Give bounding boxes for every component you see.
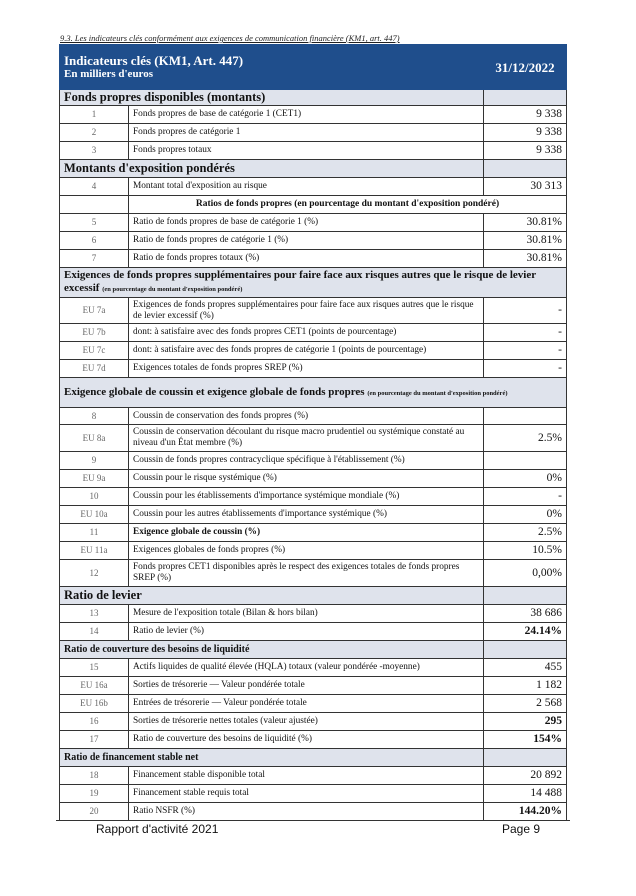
row-label: Exigences totales de fonds propres SREP (%)	[129, 360, 484, 378]
row-value: 455	[484, 659, 567, 677]
row-number: EU 7a	[60, 298, 129, 324]
row-label: Coussin de fonds propres contracyclique spécifique à l'établissement (%)	[129, 452, 484, 470]
row-value: 9 338	[484, 106, 567, 124]
row-label: Fonds propres de catégorie 1	[129, 124, 484, 142]
row-number: EU 16b	[60, 695, 129, 713]
row-label: Actifs liquides de qualité élevée (HQLA) totaux (valeur pondérée -moyenne)	[129, 659, 484, 677]
row-value: 295	[484, 713, 567, 731]
row-number: EU 9a	[60, 470, 129, 488]
section-row	[60, 587, 567, 605]
row-label: Coussin pour le risque systémique (%)	[129, 470, 484, 488]
section-title: Ratio de levier	[60, 587, 484, 605]
section-row	[60, 378, 567, 408]
row-label: Ratio de fonds propres de base de catégorie 1 (%)	[129, 214, 484, 232]
table-row	[60, 232, 567, 250]
row-number: 12	[60, 560, 129, 587]
row-label: Fonds propres de base de catégorie 1 (CET1)	[129, 106, 484, 124]
row-value: -	[484, 324, 567, 342]
section-row	[60, 90, 567, 106]
row-value: 0%	[484, 506, 567, 524]
table-row	[60, 178, 567, 196]
row-number: EU 16a	[60, 677, 129, 695]
row-label: Entrées de trésorerie — Valeur pondérée totale	[129, 695, 484, 713]
row-value: 2.5%	[484, 524, 567, 542]
row-value: 14 488	[484, 785, 567, 803]
row-value: 2.5%	[484, 425, 567, 452]
row-number: 19	[60, 785, 129, 803]
table-row	[60, 803, 567, 821]
table-row	[60, 124, 567, 142]
row-number: 20	[60, 803, 129, 821]
row-label: Sorties de trésorerie nettes totales (valeur ajustée)	[129, 713, 484, 731]
row-label: Ratio de fonds propres de catégorie 1 (%)	[129, 232, 484, 250]
row-value: 9 338	[484, 142, 567, 160]
section-row	[60, 268, 567, 298]
table-row	[60, 605, 567, 623]
row-value: -	[484, 298, 567, 324]
row-value: -	[484, 488, 567, 506]
row-number: EU 11a	[60, 542, 129, 560]
table-row	[60, 677, 567, 695]
row-label: Mesure de l'exposition totale (Bilan & hors bilan)	[129, 605, 484, 623]
row-label: Ratio NSFR (%)	[129, 803, 484, 821]
row-number: EU 10a	[60, 506, 129, 524]
table-subtitle: En milliers d'euros	[64, 68, 154, 80]
row-label: Financement stable requis total	[129, 785, 484, 803]
row-number: 13	[60, 605, 129, 623]
section-title: Montants d'exposition pondérés	[60, 160, 484, 178]
table-row	[60, 360, 567, 378]
row-value: -	[484, 360, 567, 378]
row-value: 20 892	[484, 767, 567, 785]
table-row	[60, 542, 567, 560]
section-title: Ratio de couverture des besoins de liquidité	[60, 641, 484, 659]
section-row	[60, 749, 567, 767]
table-row	[60, 452, 567, 470]
row-number: 3	[60, 142, 129, 160]
table-row	[60, 214, 567, 232]
row-value: 10.5%	[484, 542, 567, 560]
footer-report-title: Rapport d'activité 2021	[96, 822, 219, 836]
row-number: 5	[60, 214, 129, 232]
table-row	[60, 506, 567, 524]
row-label: Sorties de trésorerie — Valeur pondérée totale	[129, 677, 484, 695]
row-label: Fonds propres CET1 disponibles après le respect des exigences totales de fonds propres SREP (%)	[129, 560, 484, 587]
row-value: 0%	[484, 470, 567, 488]
section-row	[60, 641, 567, 659]
table-row	[60, 425, 567, 452]
row-value: 1 182	[484, 677, 567, 695]
row-label: Coussin pour les autres établissements d'importance systémique (%)	[129, 506, 484, 524]
row-label: Financement stable disponible total	[129, 767, 484, 785]
footer-divider	[56, 820, 570, 821]
table-title: Indicateurs clés (KM1, Art. 447)	[64, 53, 244, 68]
row-label: Coussin de conservation découlant du risque macro prudentiel ou systémique constaté au niveau d'un État membre (%)	[129, 425, 484, 452]
row-label: Montant total d'exposition au risque	[129, 178, 484, 196]
table-row	[60, 488, 567, 506]
row-number: EU 7c	[60, 342, 129, 360]
row-number: 8	[60, 408, 129, 425]
table-row	[60, 324, 567, 342]
row-value: -	[484, 342, 567, 360]
row-label: Ratio de levier (%)	[129, 623, 484, 641]
row-number: 7	[60, 250, 129, 268]
row-label: Exigences de fonds propres supplémentaires pour faire face aux risques autres que le risque de levier excessif (%)	[129, 298, 484, 324]
table-row	[60, 731, 567, 749]
section-title: Exigence globale de coussin et exigence globale de fonds propres	[64, 385, 365, 398]
table-row	[60, 623, 567, 641]
row-value: 38 686	[484, 605, 567, 623]
table-row	[60, 142, 567, 160]
table-row	[60, 342, 567, 360]
table-row	[60, 298, 567, 324]
footer-page-number: Page 9	[502, 822, 541, 836]
table-row	[60, 106, 567, 124]
page-header-note: 9.3. Les indicateurs clés conformément aux exigences de communication financière (KM1, art. 447)	[60, 33, 400, 43]
row-label: dont: à satisfaire avec des fonds propres CET1 (points de pourcentage)	[129, 324, 484, 342]
table-row	[60, 470, 567, 488]
row-value	[484, 408, 567, 425]
row-number: EU 7d	[60, 360, 129, 378]
row-value: 9 338	[484, 124, 567, 142]
row-value: 24.14%	[484, 623, 567, 641]
row-label: Coussin pour les établissements d'importance systémique mondiale (%)	[129, 488, 484, 506]
row-number: 10	[60, 488, 129, 506]
section-row	[60, 160, 567, 178]
row-value: 154%	[484, 731, 567, 749]
row-number: 1	[60, 106, 129, 124]
row-number: 4	[60, 178, 129, 196]
row-number: 17	[60, 731, 129, 749]
row-number: 15	[60, 659, 129, 677]
row-number: 16	[60, 713, 129, 731]
row-value: 0,00%	[484, 560, 567, 587]
row-number: 18	[60, 767, 129, 785]
row-number: EU 8a	[60, 425, 129, 452]
row-label: dont: à satisfaire avec des fonds propres de catégorie 1 (points de pourcentage)	[129, 342, 484, 360]
table-row	[60, 659, 567, 677]
table-date: 31/12/2022	[484, 45, 567, 90]
row-value: 144.20%	[484, 803, 567, 821]
table-row	[60, 560, 567, 587]
row-value: 30.81%	[484, 214, 567, 232]
row-number: 2	[60, 124, 129, 142]
section-note: (en pourcentage du montant d'exposition pondéré)	[102, 286, 243, 293]
subsection-row	[60, 196, 567, 214]
table-row	[60, 408, 567, 425]
row-number: EU 7b	[60, 324, 129, 342]
key-indicators-table	[59, 44, 566, 821]
table-title-cell	[60, 45, 484, 90]
row-number: 14	[60, 623, 129, 641]
section-title: Fonds propres disponibles (montants)	[60, 90, 484, 106]
row-label: Ratio de couverture des besoins de liquidité (%)	[129, 731, 484, 749]
row-label: Ratio de fonds propres totaux (%)	[129, 250, 484, 268]
table-row	[60, 695, 567, 713]
row-label: Coussin de conservation des fonds propres (%)	[129, 408, 484, 425]
table-row	[60, 713, 567, 731]
row-label: Fonds propres totaux	[129, 142, 484, 160]
row-value	[484, 452, 567, 470]
row-value: 30.81%	[484, 250, 567, 268]
section-title: Exigences de fonds propres supplémentaires pour faire face aux risques autres que le risque de levier excessif	[64, 269, 536, 294]
table-row	[60, 524, 567, 542]
row-number: 9	[60, 452, 129, 470]
row-number: 11	[60, 524, 129, 542]
row-value: 30.81%	[484, 232, 567, 250]
row-value: 30 313	[484, 178, 567, 196]
table-row	[60, 767, 567, 785]
section-note: (en pourcentage du montant d'exposition pondéré)	[367, 389, 508, 397]
table-row	[60, 785, 567, 803]
table-row	[60, 250, 567, 268]
table-header-row	[60, 45, 567, 90]
row-label: Exigences globales de fonds propres (%)	[129, 542, 484, 560]
row-number: 6	[60, 232, 129, 250]
subsection-title: Ratios de fonds propres (en pourcentage du montant d'exposition pondéré)	[129, 196, 567, 214]
row-value: 2 568	[484, 695, 567, 713]
row-label: Exigence globale de coussin (%)	[129, 524, 484, 542]
section-title: Ratio de financement stable net	[60, 749, 484, 767]
